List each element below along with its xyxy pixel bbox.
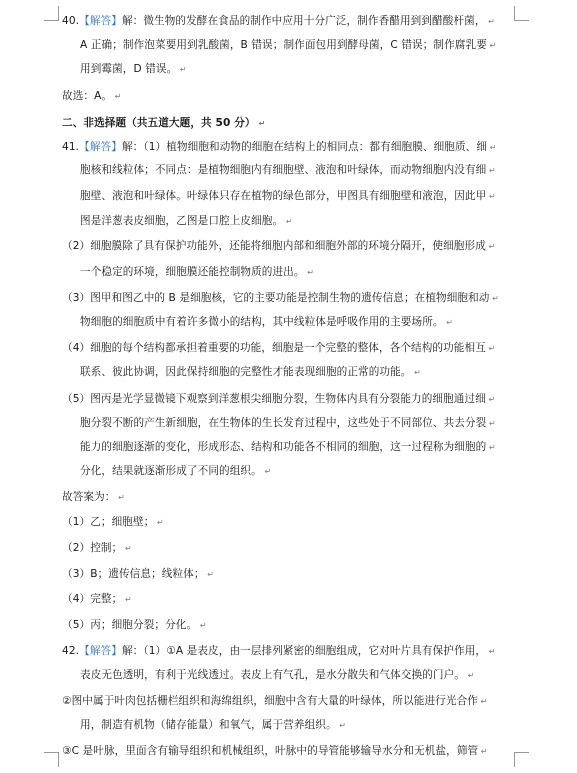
crop-mark-top-left xyxy=(44,6,59,21)
crop-mark-bottom-right xyxy=(514,752,529,767)
line-text: 用到霉菌，D 错误。 xyxy=(80,63,178,75)
line-text: 分化，结果就逐渐形成了不同的组织。 xyxy=(80,465,262,477)
text-line xyxy=(80,668,474,683)
question-number: 41. xyxy=(62,141,80,153)
paragraph-mark-icon: ↵ xyxy=(304,268,315,277)
paragraph-mark-icon: ↵ xyxy=(204,570,214,579)
paragraph-mark-icon: ↵ xyxy=(486,41,497,50)
text-line xyxy=(62,694,487,709)
answer-tag: 【解答】 xyxy=(79,141,122,153)
paragraph-mark-icon: ↵ xyxy=(486,419,496,428)
text-line xyxy=(62,116,265,131)
paragraph-mark-icon: ↵ xyxy=(154,518,164,527)
text-line xyxy=(80,365,421,380)
text-line xyxy=(62,618,207,633)
text-line xyxy=(62,541,132,556)
text-line xyxy=(80,416,496,431)
line-text: 胞分裂不断的产生新细胞，在生物体的生长发育过程中，这些处于不同部位、共去分裂 xyxy=(80,417,487,429)
line-text: 能力的细胞逐渐的变化，形成形态、结构和功能各不相同的细胞，这一过程称为细胞的 xyxy=(80,441,487,453)
paragraph-mark-icon: ↵ xyxy=(485,344,496,353)
text-line xyxy=(80,163,496,178)
line-text: 胞核和线粒体；不同点：是植物细胞内有细胞壁、液泡和叶绿体，而动物细胞内没有细 xyxy=(80,164,487,176)
paragraph-mark-icon: ↵ xyxy=(115,493,125,502)
text-line xyxy=(62,644,496,659)
paragraph-mark-icon: ↵ xyxy=(122,544,132,553)
crop-mark-top-right xyxy=(514,6,529,21)
text-line xyxy=(62,592,132,607)
text-line xyxy=(80,189,496,204)
text-line xyxy=(80,464,271,479)
paragraph-mark-icon: ↵ xyxy=(122,595,132,604)
paragraph-mark-icon: ↵ xyxy=(283,217,293,226)
text-line xyxy=(62,490,125,505)
line-text: （2）控制； xyxy=(62,542,123,554)
line-text: 故答案为： xyxy=(62,491,116,503)
text-line xyxy=(80,214,293,229)
text-line xyxy=(62,14,495,29)
line-text: ②图中属于叶肉包括栅栏组织和海绵组织，细胞中含有大量的叶绿体，所以能进行光合作 xyxy=(62,695,478,707)
text-line xyxy=(80,265,314,280)
question-number: 40. xyxy=(62,15,80,27)
text-line xyxy=(62,392,495,407)
line-text: （5）图丙是光学显微镜下观察到洋葱根尖细胞分裂，生物体内具有分裂能力的细胞通过细 xyxy=(62,393,486,405)
paragraph-mark-icon: ↵ xyxy=(485,395,496,404)
text-line xyxy=(80,38,496,53)
answer-tag: 【解答】 xyxy=(79,645,122,657)
text-line xyxy=(62,89,122,104)
line-text: 表皮无色透明，有利于光线透过。表皮上有气孔，是水分散失和气体交换的门户。 xyxy=(80,669,465,681)
paragraph-mark-icon: ↵ xyxy=(197,621,207,630)
line-text: ③C 是叶脉，里面含有输导组织和机械组织，叶脉中的导管能够输导水分和无机盐，筛管 xyxy=(62,745,479,757)
paragraph-mark-icon: ↵ xyxy=(487,143,497,152)
text-line xyxy=(80,62,187,77)
line-text: （5）丙；细胞分裂；分化。 xyxy=(62,619,198,631)
text-line xyxy=(62,744,488,759)
line-text: 图是洋葱表皮细胞，乙图是口腔上皮细胞。 xyxy=(80,215,284,227)
paragraph-mark-icon: ↵ xyxy=(112,92,122,101)
text-line xyxy=(62,239,495,254)
line-text: （4）细胞的每个结构都承担着重要的功能，细胞是一个完整的整体，各个结构的功能相互 xyxy=(62,342,486,354)
line-text: （4）完整； xyxy=(62,593,123,605)
line-text: （3）图甲和图乙中的 B 是细胞核，它的主要功能是控制生物的遗传信息；在植物细胞和动 xyxy=(62,292,490,304)
line-text: 胞壁、液泡和叶绿体。叶绿体只存在植物的绿色部分，甲图具有细胞壁和液泡，因此甲 xyxy=(80,190,487,202)
paragraph-mark-icon: ↵ xyxy=(411,368,421,377)
paragraph-mark-icon: ↵ xyxy=(486,192,496,201)
line-text: （1）乙；细胞壁； xyxy=(62,516,155,528)
text-line xyxy=(80,718,346,733)
line-text: 解：（1）①A 是表皮，由一层排列紧密的细胞组成，它对叶片具有保护作用， xyxy=(121,645,487,657)
line-text: 一个稳定的环境，细胞膜还能控制物质的进出。 xyxy=(80,266,305,278)
paragraph-mark-icon: ↵ xyxy=(486,647,496,656)
paragraph-mark-icon: ↵ xyxy=(478,747,488,756)
line-text: A 正确；制作泡菜要用到乳酸菌，B 错误；制作面包用到酵母菌，C 错误；制作腐乳要 xyxy=(80,39,487,51)
line-text: 解：微生物的发酵在食品的制作中应用十分广泛，制作香醋用到到醋酸杆菌， xyxy=(121,15,486,27)
paragraph-mark-icon: ↵ xyxy=(486,443,496,452)
text-line xyxy=(62,291,499,306)
line-text: 二、非选择题（共五道大题，共 50 分） xyxy=(62,117,256,129)
crop-mark-bottom-left xyxy=(44,752,59,767)
paragraph-mark-icon: ↵ xyxy=(486,166,496,175)
line-text: （2）细胞膜除了具有保护功能外，还能将细胞内部和细胞外部的环境分隔开，使细胞形成 xyxy=(62,240,486,252)
paragraph-mark-icon: ↵ xyxy=(336,721,347,730)
text-line xyxy=(80,315,453,330)
text-line xyxy=(62,140,497,155)
paragraph-mark-icon: ↵ xyxy=(261,467,272,476)
paragraph-mark-icon: ↵ xyxy=(485,17,495,26)
line-text: 故选：A。 xyxy=(62,90,113,102)
text-line xyxy=(62,515,164,530)
paragraph-mark-icon: ↵ xyxy=(489,294,499,303)
line-text: 联系、彼此协调，因此保持细胞的完整性才能表现细胞的正常的功能。 xyxy=(80,366,412,378)
text-line xyxy=(80,440,496,455)
answer-tag: 【解答】 xyxy=(79,15,122,27)
paragraph-mark-icon: ↵ xyxy=(464,671,475,680)
text-line xyxy=(62,567,214,582)
paragraph-mark-icon: ↵ xyxy=(485,242,496,251)
question-number: 42. xyxy=(62,645,80,657)
paragraph-mark-icon: ↵ xyxy=(177,65,187,74)
paragraph-mark-icon: ↵ xyxy=(255,119,266,128)
text-line xyxy=(62,341,495,356)
line-text: 用，制造有机物（储存能量）和氧气，属于营养组织。 xyxy=(80,719,337,731)
line-text: 解：（1）植物细胞和动物的细胞在结构上的相同点：都有细胞膜、细胞质、细 xyxy=(121,141,488,153)
paragraph-mark-icon: ↵ xyxy=(443,318,454,327)
paragraph-mark-icon: ↵ xyxy=(477,697,488,706)
line-text: 物细胞的细胞质中有着许多微小的结构，其中线粒体是呼吸作用的主要场所。 xyxy=(80,316,444,328)
line-text: （3）B；遗传信息；线粒体； xyxy=(62,568,205,580)
